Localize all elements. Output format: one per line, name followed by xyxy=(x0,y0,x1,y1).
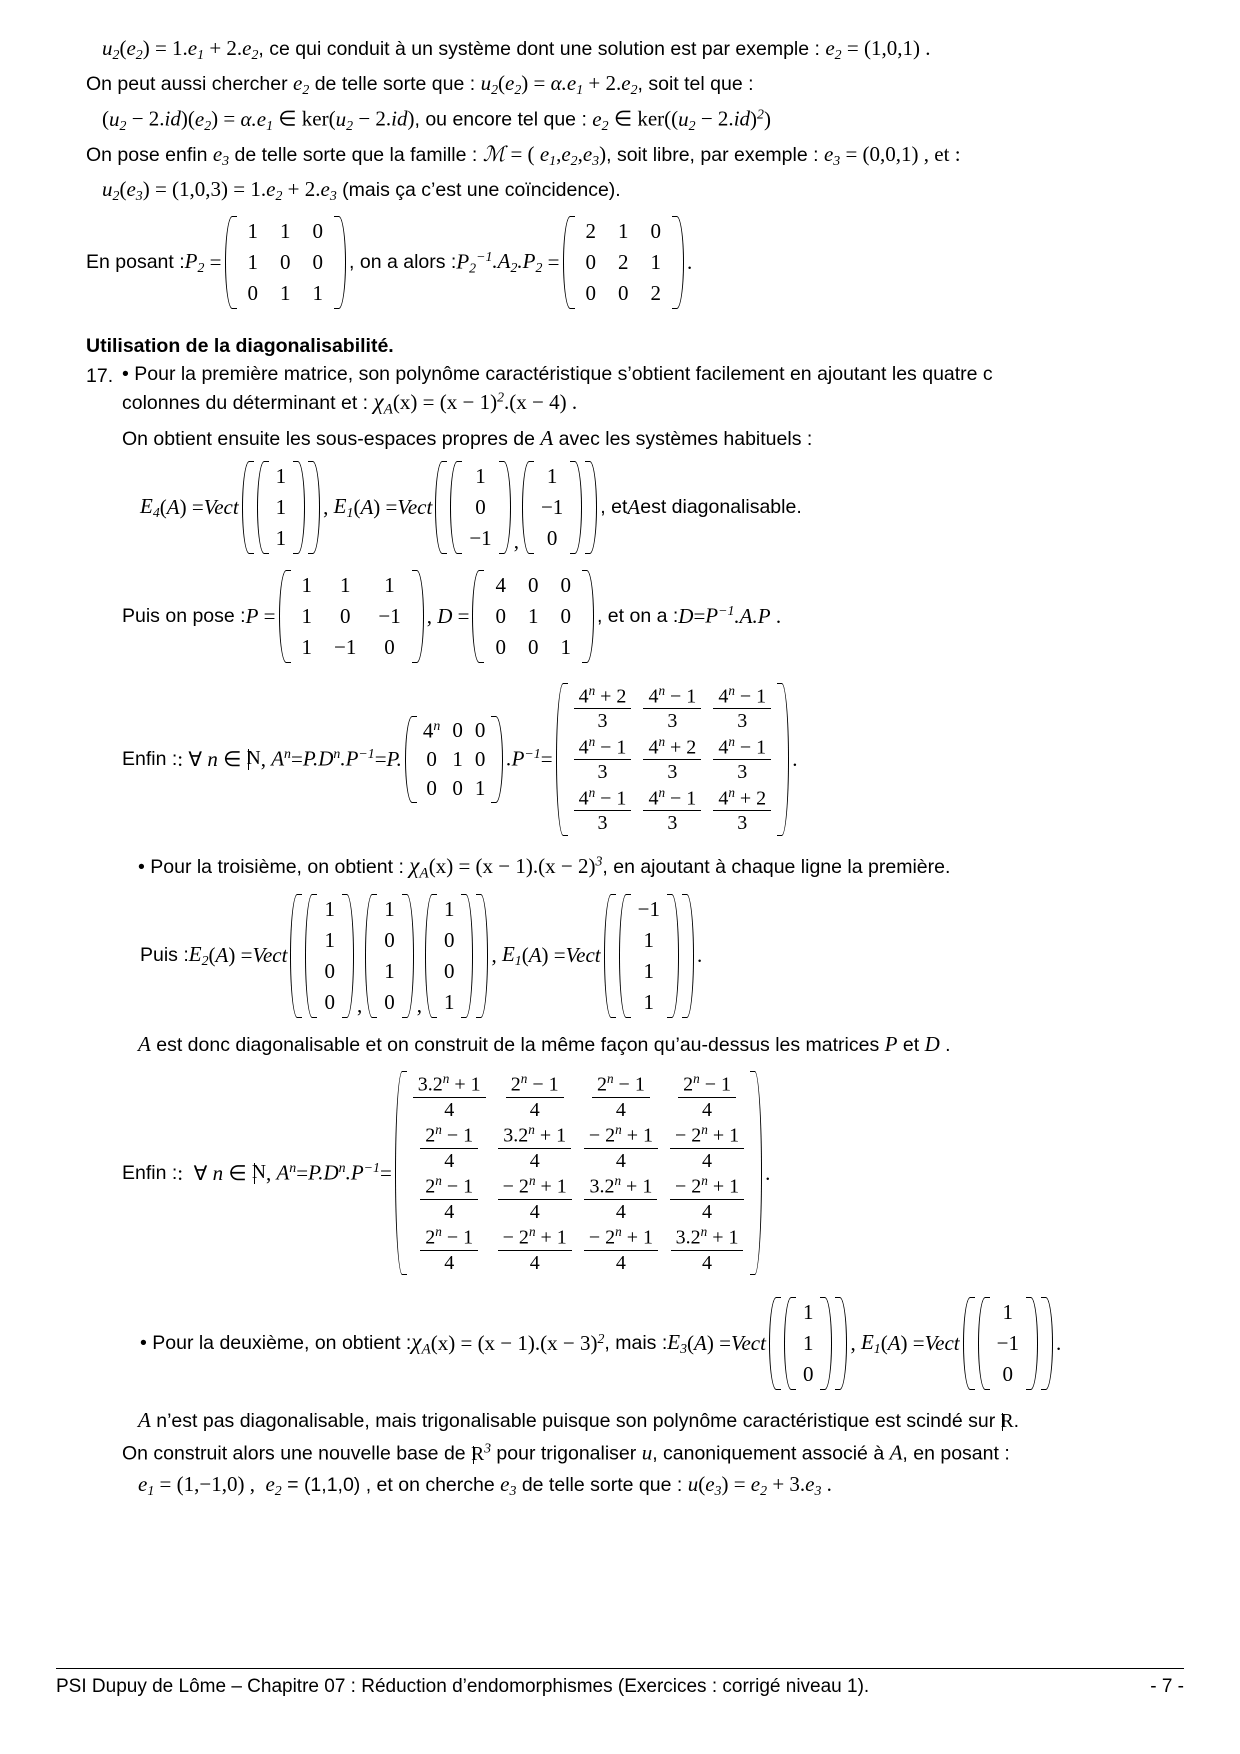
lbl-telle-sorte: de telle sorte que : xyxy=(309,72,481,95)
vector-E1-a: 1 0 −1 xyxy=(450,461,510,554)
lbl-ou-encore: , ou encore tel que : xyxy=(414,109,593,132)
vect-outer-E1: 1 0 −1 , 1 −1 0 xyxy=(435,461,597,554)
lbl-et: , et xyxy=(600,496,628,519)
equation-An-first: Enfin : : ∀ n ∈ N , $A^n$ = $P.D^n.P^{-1}$ = P. 4$^n$ 0 0 0 1 0 0 0 1 $.P^{-1}$ = $\frac{4^n + 2}{3}$ $\frac{4^n - 1}{3}$ $\frac{4^n - 1}{3}$ $\frac{4^n - 1}{3}$ $\frac{4^n + 2}{3}$ $\frac{4^n - 1}{3}$ $\frac{4^n - 1}{3}$ $\frac{4^n - 1}{3}$ $\frac{4^n + 2}{3}$ . xyxy=(122,682,798,835)
item-17 xyxy=(86,362,1156,1499)
matrix-P: 1 1 1 1 0 −1 1 −1 0 xyxy=(279,570,424,663)
lbl-diagonalisable: est diagonalisable. xyxy=(640,496,802,519)
lbl-chercher: On peut aussi chercher xyxy=(86,72,294,95)
matrix-D: 4 0 0 0 1 0 0 0 1 xyxy=(472,570,594,663)
lbl-diag-line3-mid: et xyxy=(897,1033,925,1056)
lbl-on-a-alors: , on a alors : xyxy=(349,251,457,274)
lbl-trigo-2-mid: pour trigonaliser xyxy=(491,1442,642,1465)
matrix-An-result-2: $\frac{3.2^n + 1}{4}$ $\frac{2^n - 1}{4}$ $\frac{2^n - 1}{4}$ $\frac{2^n - 1}{4}$ $\frac{2^n - 1}{4}$ $\frac{3.2^n + 1}{4}$ $\frac{- 2^n + 1}{4}$ $\frac{- 2^n + 1}{4}$ $\frac{2^n - 1}{4}$ $\frac{- 2^n + 1}{4}$ $\frac{3.2^n + 1}{4}$ $\frac{- 2^n + 1}{4}$ $\frac{2^n - 1}{4}$ $\frac{- 2^n + 1}{4}$ $\frac{- 2^n + 1}{4}$ $\frac{3.2^n + 1}{4}$ xyxy=(395,1071,762,1275)
lbl-soit-libre: , soit libre, par exemple : xyxy=(606,143,824,166)
footer-page-number: - 7 - xyxy=(1150,1676,1184,1697)
value-e2: = (1,0,1) . xyxy=(841,36,931,60)
lbl-famille: de telle sorte que la famille : xyxy=(229,143,483,166)
line-trigonalisable: A n’est pas diagonalisable, mais trigonalisable puisque son polynôme caractéristique est scindé sur R. xyxy=(138,1407,1020,1432)
matrix-An-result-1: $\frac{4^n + 2}{3}$ $\frac{4^n - 1}{3}$ $\frac{4^n - 1}{3}$ $\frac{4^n - 1}{3}$ $\frac{4^n + 2}{3}$ $\frac{4^n - 1}{3}$ $\frac{4^n - 1}{3}$ $\frac{4^n - 1}{3}$ $\frac{4^n + 2}{3}$ xyxy=(556,683,790,836)
equation-An-second: Enfin : : ∀ n ∈ N , $A^n$ = $P.D^n.P^{-1}$ = $\frac{3.2^n + 1}{4}$ $\frac{2^n - 1}{4}$ $\frac{2^n - 1}{4}$ $\frac{2^n - 1}{4}$ $\frac{2^n - 1}{4}$ $\frac{3.2^n + 1}{4}$ $\frac{- 2^n + 1}{4}$ $\frac{- 2^n + 1}{4}$ $\frac{2^n - 1}{4}$ $\frac{- 2^n + 1}{4}$ $\frac{3.2^n + 1}{4}$ $\frac{- 2^n + 1}{4}$ $\frac{2^n - 1}{4}$ $\frac{- 2^n + 1}{4}$ $\frac{- 2^n + 1}{4}$ $\frac{3.2^n + 1}{4}$ . xyxy=(122,1071,771,1274)
matrix-P2: 1 1 0 1 0 0 0 1 1 xyxy=(225,216,347,309)
lbl-enfin-2: Enfin : xyxy=(122,1161,178,1184)
lbl-et-on-a: , et on a : xyxy=(596,604,679,627)
bullet2-line: • Pour la troisième, on obtient : $\chi_A(x) = (x - 1).(x - 2)^3$, en ajoutant à chaque ligne la première. xyxy=(138,852,951,881)
section-title: Utilisation de la diagonalisabilité. xyxy=(86,334,394,357)
bullet1-line2: colonnes du déterminant et : $\chi_A(x) = (x - 1)^2.(x - 4)$ . xyxy=(122,389,578,418)
charpoly-second: (x) = (x − 1).(x − 3) xyxy=(430,1331,598,1356)
equation-eigenspaces-1: $E_4$ ( A ) = Vect 1 1 1 , $E_1$ ( A ) = Vect 1 0 −1 , 1 −1 0 , et A est diagonalisable. xyxy=(122,461,1156,554)
bullet3-line: • Pour la deuxième, on obtient : $\chi_A$ (x) = (x − 1).(x − 3) $^2$ , mais : $E_3$ ( A ) = Vect 1 1 0 , $E_1$ ( A ) = Vect 1 −1 0 . xyxy=(122,1297,1156,1390)
equation-line-ker: $(u_2 - 2.id)(e_2) = \alpha.e_1$ ∈ $ker(u_2 - 2.id)$, ou encore tel que : $e_2$ ∈ $ker((u_2 - 2.id)^2)$ xyxy=(102,106,771,133)
document-body xyxy=(86,38,1156,1509)
vect-outer-E1b xyxy=(604,894,694,1018)
text-l1: , ce qui conduit à un système dont une solution est par exemple : xyxy=(258,38,826,60)
lbl-systemes: avec les systèmes habituels : xyxy=(553,427,813,450)
line-A-diagonalisable: A est donc diagonalisable et on construit de la même façon qu’au-dessus les matrices P et D . xyxy=(138,1031,951,1056)
lbl-puis-on-pose: Puis on pose : xyxy=(122,604,246,627)
matrix-Dn: 4$^n$ 0 0 0 1 0 0 0 1 xyxy=(405,716,503,803)
lbl-colonnes: colonnes du déterminant et : xyxy=(122,392,374,415)
charpoly-second-tail: , mais : xyxy=(604,1332,668,1355)
equation-line-u2e3: $u_2(e_3) = (1,0,3) = 1.e_2 + 2.e_3$ (mais ça c’est une coïncidence). xyxy=(102,176,621,203)
lbl-en-posant: En posant : xyxy=(86,251,185,274)
item-number: 17. xyxy=(86,364,114,387)
line-e1-e2-e3: $e_1 = (1,-1,0)$ , $e_2 = (1,1,0)$ , et on cherche $e_3$ de telle sorte que : $u(e_3) = e_2 + 3.e_3$ . xyxy=(138,1472,832,1499)
equation-P-D: Puis on pose : P = 1 1 1 1 0 −1 1 −1 0 , D = 4 0 0 0 1 0 0 0 1 , et on a : D = $P^{-1}$ .A.P . xyxy=(122,570,1156,663)
lbl-e3-tail: de telle sorte que : xyxy=(516,1474,688,1497)
value-e2-final: = (1,1,0) , et on cherche xyxy=(281,1474,501,1497)
lbl-u-e3-end: . xyxy=(821,1472,832,1497)
lbl-enfin-1: Enfin : xyxy=(122,747,178,770)
value-e3: = (0,0,1) , et : xyxy=(840,141,961,166)
charpoly-first-tail: .(x − 4) . xyxy=(504,390,578,415)
lbl-sous-espaces: On obtient ensuite les sous-espaces propres de xyxy=(122,427,541,450)
lbl-trigo-1: n’est pas diagonalisable, mais trigonalisable puisque son polynôme caractéristique est scindé sur xyxy=(150,1409,1001,1432)
bullet1-line1: • Pour la première matrice, son polynôme caractéristique s’obtient facilement en ajoutant les quatre c xyxy=(122,362,993,385)
vector-E3: 1 1 0 xyxy=(784,1297,833,1390)
page-footer xyxy=(56,1668,1184,1698)
vector-E1b: −1 1 1 1 xyxy=(619,894,679,1018)
lbl-trigo-1-tail: . xyxy=(1013,1409,1020,1432)
lbl-deuxieme: • Pour la deuxième, on obtient : xyxy=(140,1332,412,1355)
line-sous-espaces: On obtient ensuite les sous-espaces propres de A avec les systèmes habituels : xyxy=(122,425,813,450)
vect-outer-E4 xyxy=(242,461,321,554)
vector-E2-c: 1 0 0 1 xyxy=(425,894,474,1018)
text-line-famille-B: On pose enfin $e_3$ de telle sorte que la famille : ℳ = ( $e_1,e_2,e_3$), soit libre, par exemple : $e_3 = (0,0,1)$ , et : xyxy=(86,141,961,168)
vector-E4: 1 1 1 xyxy=(257,461,306,554)
lbl-puis: Puis : xyxy=(140,944,189,967)
vector-E2-b: 1 0 1 0 xyxy=(365,894,414,1018)
equation-line-u2e2: $u_2(e_2) = 1.e_1 + 2.e_2$, ce qui conduit à un système dont une solution est par exemple : $e_2 = (1,0,1)$ . xyxy=(102,36,931,62)
lbl-coincidence: (mais ça c’est une coïncidence). xyxy=(336,178,621,201)
charpoly-third: (x) = (x − 1).(x − 2) xyxy=(428,853,596,878)
lbl-on-pose: On pose enfin xyxy=(86,143,213,166)
equation-line-P2: En posant : $P_2$ = 1 1 0 1 0 0 0 1 1 , on a alors : $P_2^{-1}$ $.A_2.P_2$ = 2 1 0 0 2 1 0 0 2 . xyxy=(86,216,1156,309)
value-e1-final: = (1,−1,0) , xyxy=(154,1472,255,1497)
lbl-trigo-2-mid2: , canoniquement associé à xyxy=(652,1442,890,1465)
line-nouvelle-base: On construit alors une nouvelle base de $R^3$ pour trigonaliser u, canoniquement associé à A, en posant : xyxy=(122,1440,1010,1465)
lbl-diag-line3: est donc diagonalisable et on construit de la même façon qu’au-dessus les matrices xyxy=(150,1033,885,1056)
symbol-naturals-1: N xyxy=(246,748,261,770)
charpoly-third-tail: , en ajoutant à chaque ligne la première. xyxy=(602,855,951,878)
vect-outer-E3 xyxy=(769,1297,848,1390)
symbol-naturals-2: N xyxy=(251,1162,266,1184)
vect-outer-E1c xyxy=(963,1297,1053,1390)
lbl-diag-line3-tail: . xyxy=(939,1033,951,1056)
symbol-reals-2: R xyxy=(471,1443,485,1465)
footer-text: PSI Dupuy de Lôme – Chapitre 07 : Réduction d’endomorphismes (Exercices : corrigé niveau 1). xyxy=(56,1676,870,1697)
charpoly-first: (x) = (x − 1) xyxy=(392,390,498,415)
footer-divider xyxy=(56,1668,1184,1669)
lbl-trigo-2-pre: On construit alors une nouvelle base de xyxy=(122,1442,472,1465)
symbol-reals-1: R xyxy=(1000,1410,1014,1432)
lbl-troisieme: • Pour la troisième, on obtient : xyxy=(138,855,410,878)
vector-E1-b: 1 −1 0 xyxy=(522,461,582,554)
lbl-soit-tel-que: , soit tel que : xyxy=(637,72,754,95)
text-line-chercher-e2: On peut aussi chercher $e_2$ de telle sorte que : $u_2(e_2) = \alpha.e_1 + 2.e_2$, soit tel que : xyxy=(86,70,754,97)
equation-eigenspaces-2: Puis : $E_2$ ( A ) = Vect 1 1 0 0 , 1 0 1 0 , 1 0 0 1 , $E_1$ ( A ) = Vect −1 1 1 1 . xyxy=(122,894,1156,1018)
vector-E2-a: 1 1 0 0 xyxy=(305,894,354,1018)
vector-E1c: 1 −1 0 xyxy=(978,1297,1038,1390)
vect-outer-E2: 1 1 0 0 , 1 0 1 0 , 1 0 0 1 xyxy=(290,894,488,1018)
lbl-trigo-2-tail: , en posant : xyxy=(902,1442,1010,1465)
matrix-P2invA2P2: 2 1 0 0 2 1 0 0 2 xyxy=(563,216,685,309)
